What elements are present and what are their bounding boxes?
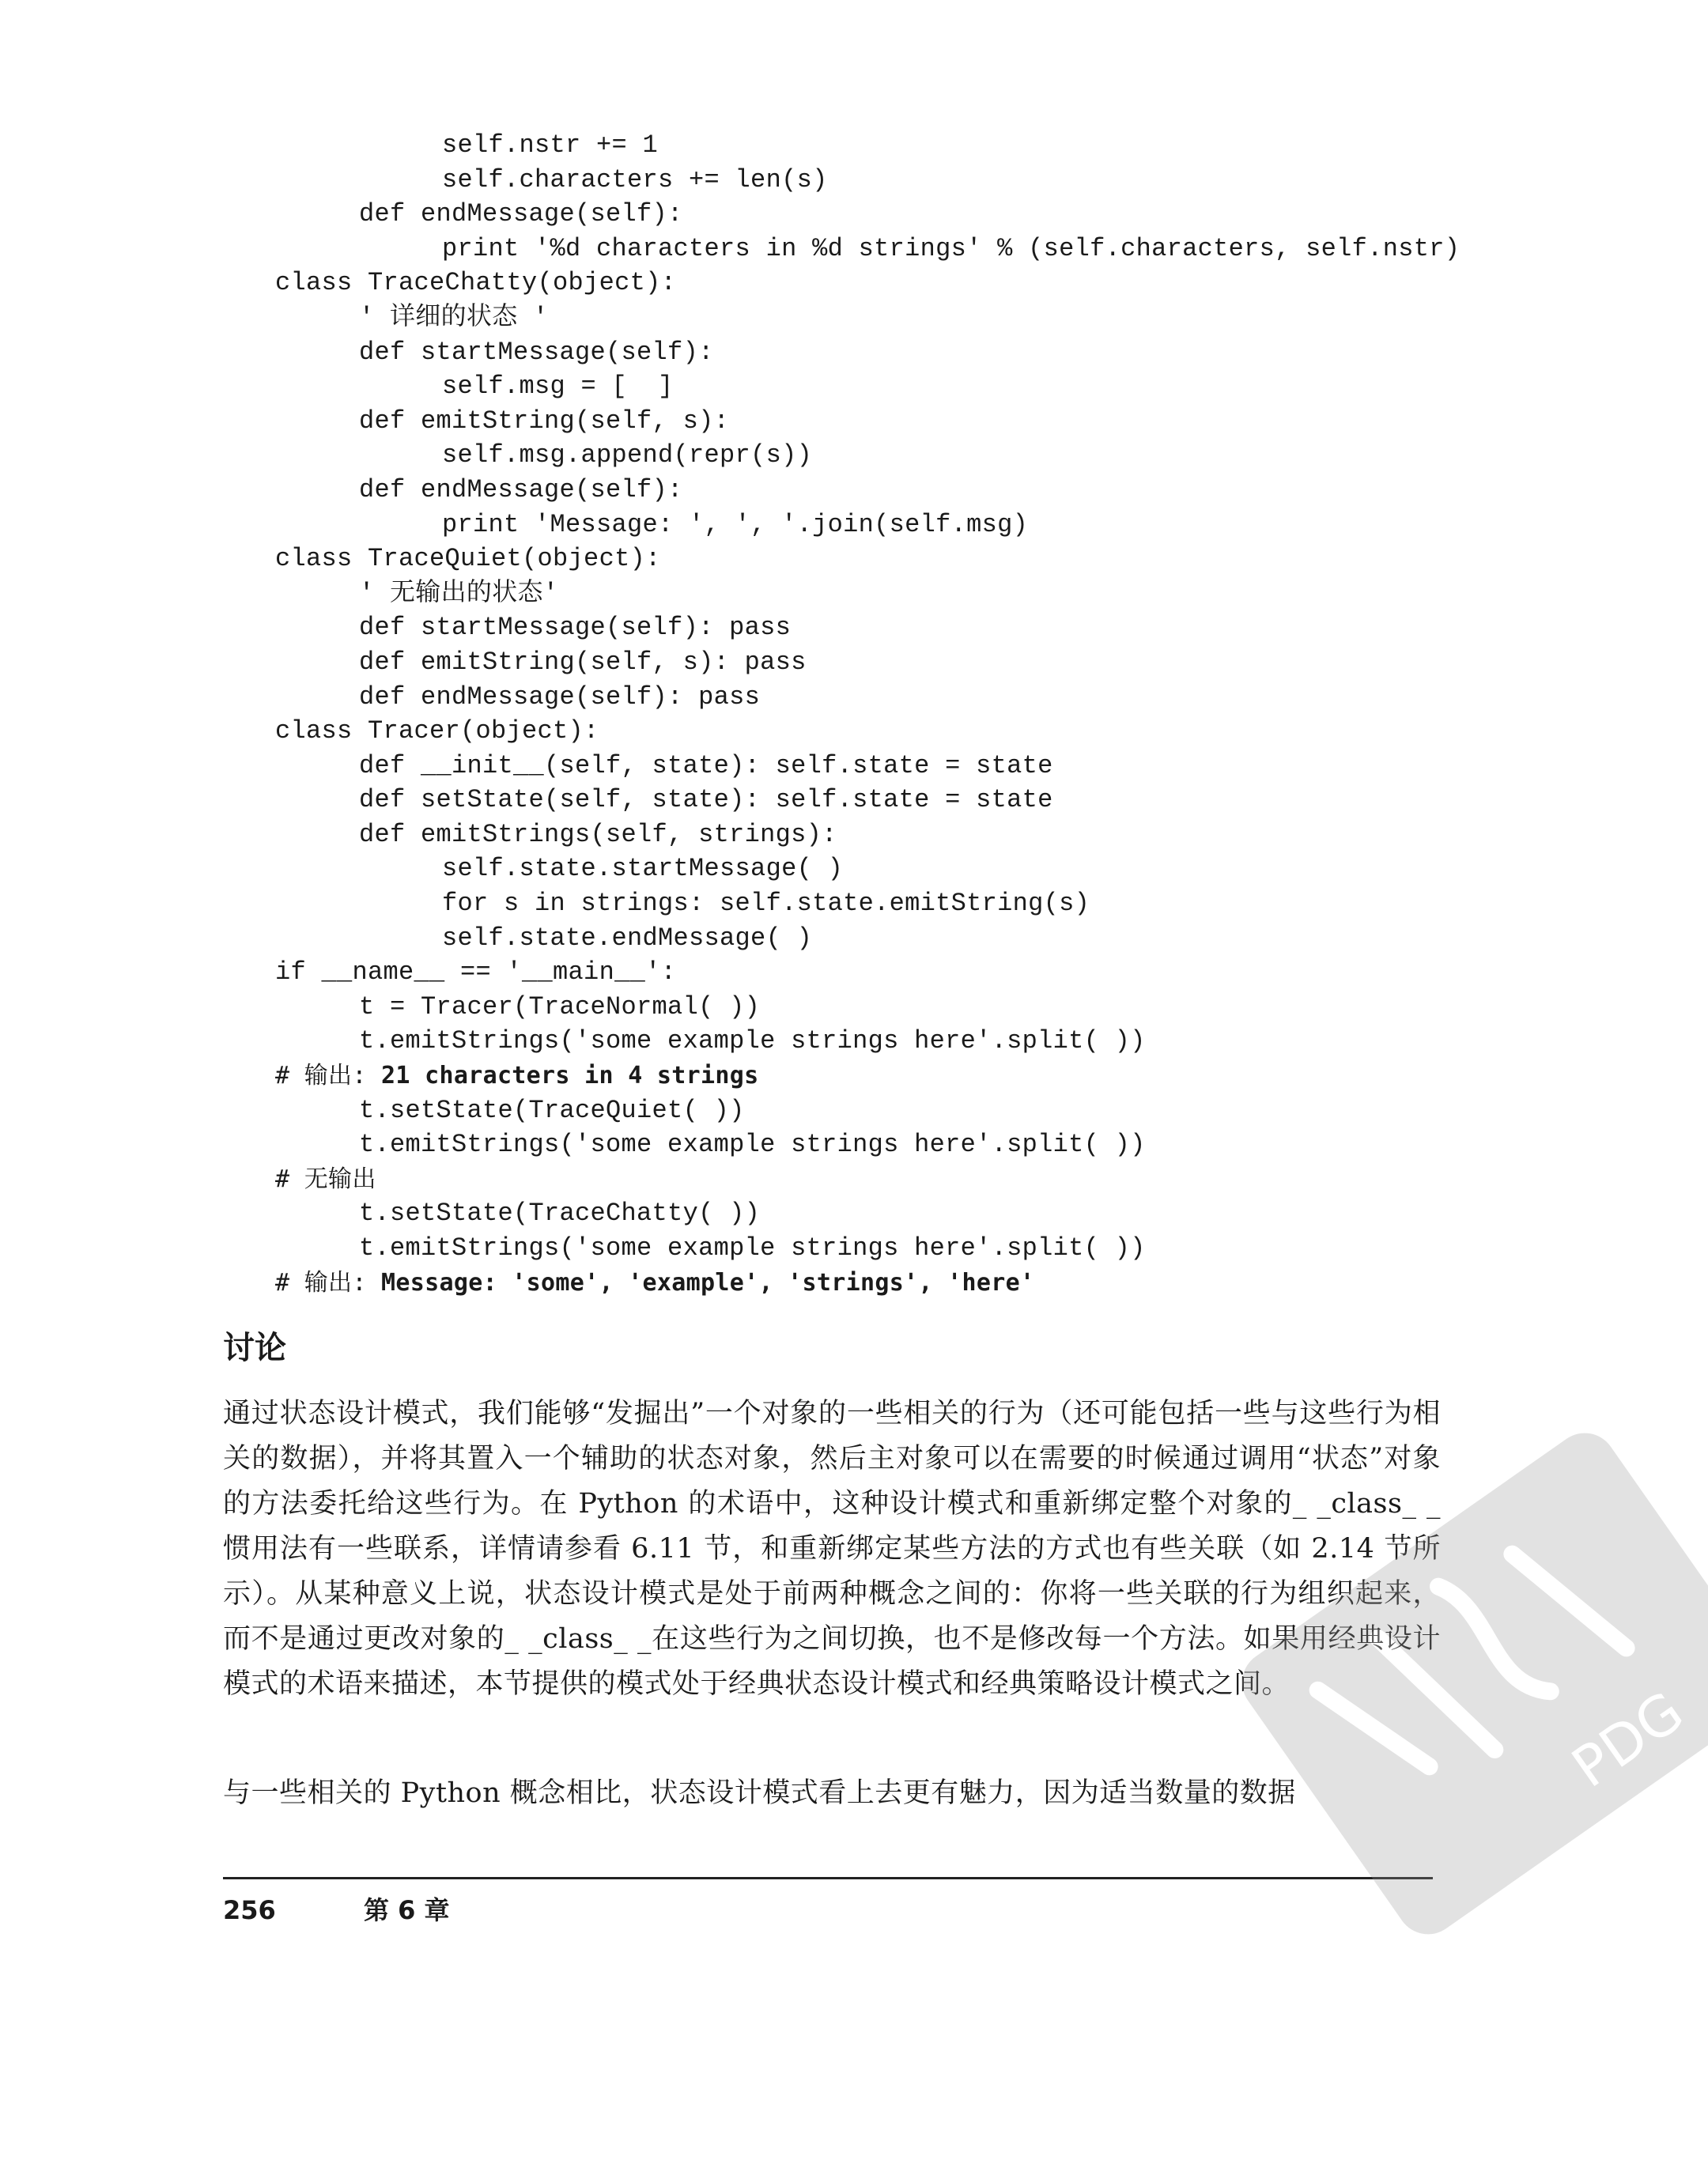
code-comment-line [275, 1162, 1461, 1197]
output-comment-marker: # 输出: [275, 1062, 382, 1090]
code-line: def endMessage(self): [359, 474, 683, 504]
code-line: class TraceChatty(object): [275, 268, 677, 298]
code-line: print 'Message: ', ', '.join(self.msg) [442, 509, 1029, 539]
code-line: self.state.startMessage( ) [442, 854, 844, 884]
code-line: class Tracer(object): [275, 716, 599, 746]
code-line: print '%d characters in %d strings' % (self.characters, self.nstr) [442, 233, 1460, 263]
code-line: self.msg = [ ] [442, 372, 674, 402]
code-line: t.setState(TraceQuiet( )) [359, 1095, 745, 1125]
program-output-text: Message: 'some', 'example', 'strings', 'here' [381, 1268, 1035, 1297]
code-line: def emitString(self, s): [359, 406, 730, 436]
code-line: t.emitStrings('some example strings here'.split( )) [359, 1130, 1146, 1160]
code-line: def startMessage(self): pass [359, 613, 792, 643]
code-line: def emitStrings(self, strings): [359, 819, 837, 849]
code-comment-line [275, 1266, 1461, 1301]
watermark-label: PDG [1560, 1679, 1695, 1800]
code-comment-line [275, 1059, 1461, 1093]
code-line: self.state.endMessage( ) [442, 923, 813, 953]
code-line: ' 详细的状态 ' [359, 302, 549, 332]
footer-rule [223, 1877, 1433, 1879]
code-line: t.setState(TraceChatty( )) [359, 1199, 761, 1229]
code-line: def emitString(self, s): pass [359, 647, 807, 677]
code-line: t = Tracer(TraceNormal( )) [359, 991, 761, 1022]
code-line: if __name__ == '__main__': [275, 957, 677, 988]
code-line: ' 无输出的状态' [359, 578, 559, 608]
code-line: def __init__(self, state): self.state = state [359, 750, 1053, 780]
code-line: class TraceQuiet(object): [275, 544, 661, 574]
code-line: def endMessage(self): pass [359, 682, 761, 712]
output-comment-marker: # 无输出 [275, 1165, 376, 1193]
code-line: t.emitStrings('some example strings here'.split( )) [359, 1026, 1146, 1056]
page-footer [223, 1894, 450, 1926]
chapter-label: 第 6 章 [363, 1895, 450, 1925]
discussion-paragraph-2: 与一些相关的 Python 概念相比，状态设计模式看上去更有魅力，因为适当数量的数据 [223, 1777, 1296, 1809]
discussion-paragraph-1: 通过状态设计模式，我们能够“发掘出”一个对象的一些相关的行为（还可能包括一些与这些行为相关的数据），并将其置入一个辅助的状态对象，然后主对象可以在需要的时候通过调用“状态”对象的方法委托给这些行为。在 Python 的术语中，这种设计模式和重新绑定整个对象的_ _class_ _惯用法有一些联系，详情请参看 6.11 节，和重新绑定某些方法的方式也有些关联（如 2.14 节所示）。从某种意义上说，状态设计模式是处于前两种概念之间的：你将一些关联的行为组织起来，而不是通过更改对象的_ _class_ _在这些行为之间切换，也不是修改每一个方法。如果用经典设计模式的术语来描述，本节提供的模式处于经典状态设计模式和经典策略设计模式之间。 [223, 1398, 1441, 1700]
code-line: def setState(self, state): self.state = state [359, 785, 1053, 815]
code-line: t.emitStrings('some example strings here'.split( )) [359, 1233, 1146, 1263]
page-number: 256 [223, 1895, 276, 1925]
code-line: def endMessage(self): [359, 199, 683, 229]
output-comment-marker: # 输出: [275, 1268, 382, 1297]
code-listing [275, 128, 1461, 1300]
code-line: self.characters += len(s) [442, 164, 828, 194]
code-line: self.nstr += 1 [442, 130, 659, 160]
code-line: def startMessage(self): [359, 337, 714, 367]
program-output-text: 21 characters in 4 strings [381, 1062, 759, 1090]
code-line: for s in strings: self.state.emitString(s) [442, 889, 1090, 919]
code-line: self.msg.append(repr(s)) [442, 440, 813, 470]
section-heading: 讨论 [223, 1330, 286, 1366]
